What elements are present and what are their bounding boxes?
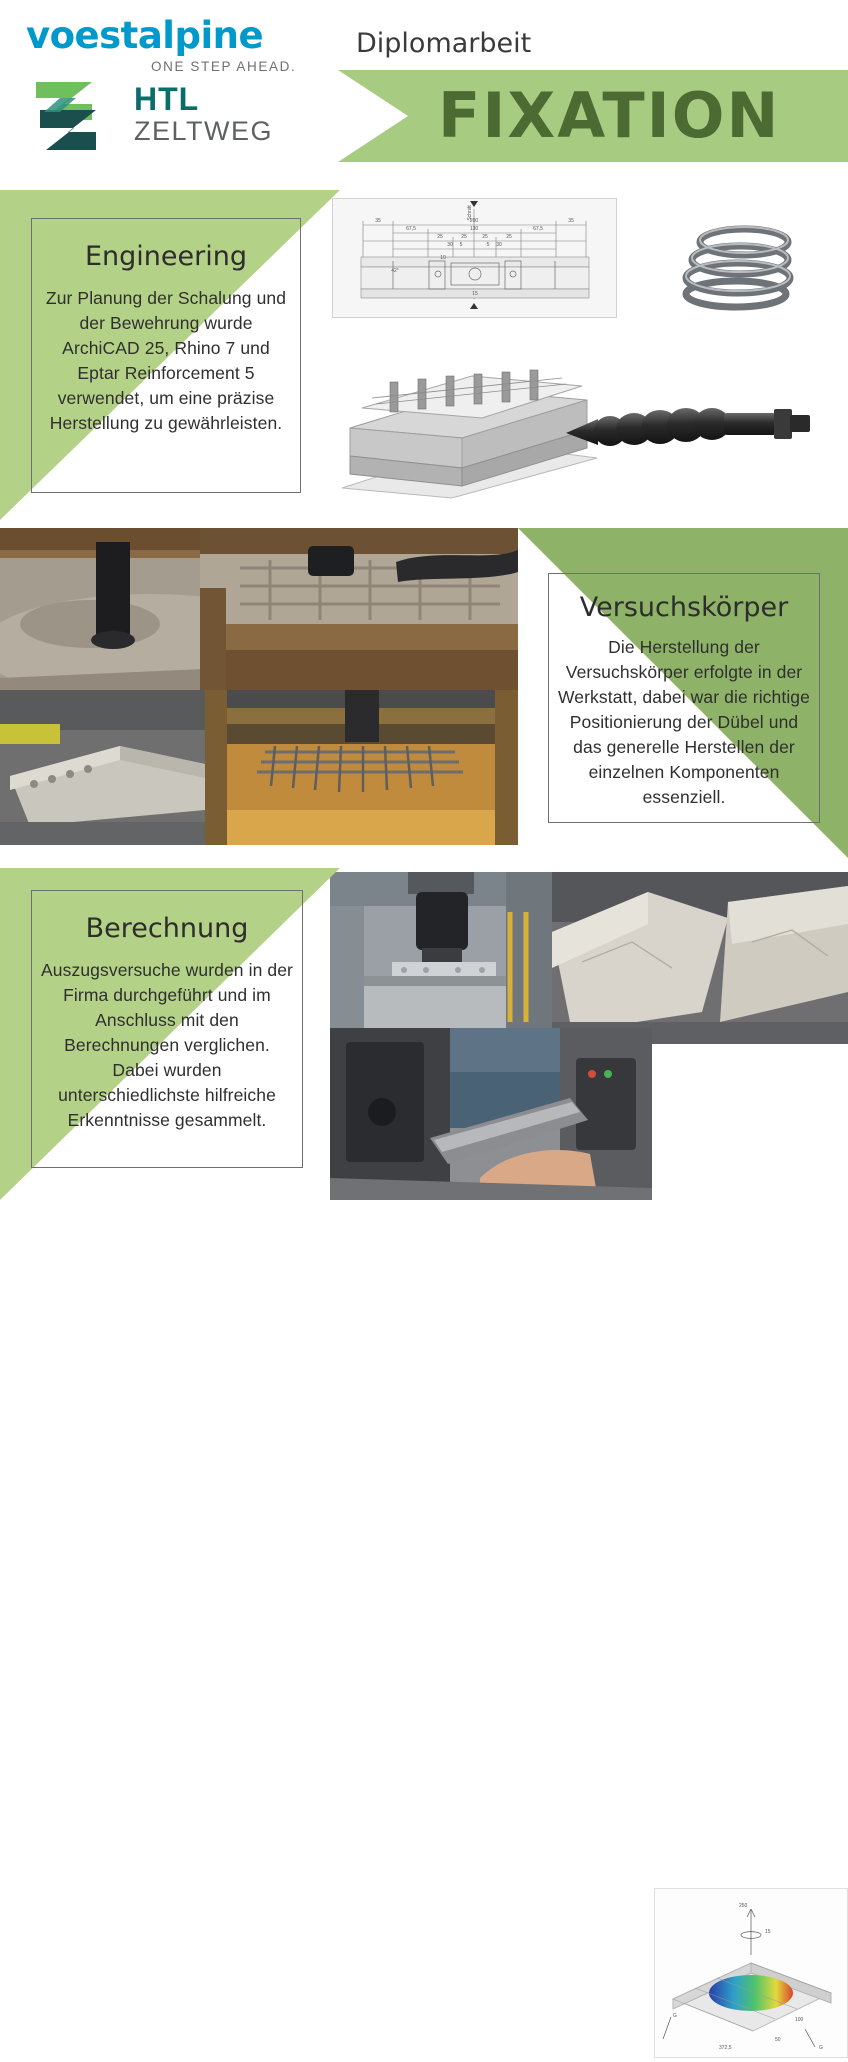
voestalpine-tagline: ONE STEP AHEAD. [151,59,297,74]
svg-text:G: G [819,2045,823,2051]
svg-text:Schnitt: Schnitt [467,205,473,221]
htl-line2: ZELTWEG [134,116,274,146]
engineering-text-box [31,218,301,493]
engineering-body: Zur Planung der Schalung und der Bewehrung wurde ArchiCAD 25, Rhino 7 und Eptar Reinforcement 5 verwendet, um eine präzise Herstellung zu gewährleisten. [45,288,287,433]
svg-text:25: 25 [482,234,488,240]
svg-text:250: 250 [739,1903,748,1909]
svg-text:67,5: 67,5 [406,226,416,232]
anchor-bolt-render [566,393,816,463]
poster-header [0,0,848,178]
htl-wordmark [134,82,273,146]
svg-text:100: 100 [795,2017,804,2023]
htl-z-mark-icon [30,76,116,158]
svg-text:30: 30 [447,242,453,248]
berechnung-body: Auszugsversuche wurden in der Firma durchgeführt und im Anschluss mit den Berechnungen verglichen. Dabei wurden unterschiedlichste hilfreiche Erkenntnisse gesammelt. [41,960,293,1130]
fem-simulation-plot [654,1888,848,2058]
htl-line1: HTL [134,81,200,117]
photo-formwork-rebar-svg [200,528,518,690]
svg-text:25: 25 [437,234,443,240]
voestalpine-wordmark: voestalpine [26,14,264,57]
versuchskoerper-text-box [548,573,820,823]
section-engineering [0,178,848,523]
svg-text:G: G [673,2013,677,2019]
photo-pullout-test-rig-svg [330,872,552,1044]
fem-simulation-svg [655,1889,847,2057]
photo-rebar-cage [205,690,518,845]
photo-concrete-failure-svg [552,872,848,1044]
svg-text:42°: 42° [391,268,399,274]
svg-text:25: 25 [461,234,467,240]
svg-text:50: 50 [775,2037,781,2043]
section-berechnung [0,858,848,2051]
svg-text:130: 130 [469,226,479,232]
section-versuchskoerper [0,523,848,858]
voestalpine-logo [26,16,326,72]
photo-concrete-failure [552,872,848,1044]
photo-formwork-rebar [200,528,518,690]
document-type-label: Diplomarbeit [356,28,532,59]
photo-pullout-test-rig [330,872,552,1044]
berechnung-text-box [31,890,303,1168]
photo-rebar-cage-svg [205,690,518,845]
technical-drawing-figure [332,198,617,318]
svg-text:5: 5 [459,242,463,248]
photo-test-setup-hand-svg [330,1028,652,1200]
svg-text:15: 15 [765,1929,771,1935]
svg-text:30: 30 [496,242,502,248]
svg-text:35: 35 [375,218,381,224]
svg-text:372,5: 372,5 [719,2045,732,2051]
berechnung-heading: Berechnung [85,913,249,944]
htl-zeltweg-logo [30,76,274,158]
poster-title: FIXATION [438,79,781,152]
steel-coil-svg [672,220,812,310]
versuchskoerper-heading: Versuchskörper [579,592,789,623]
anchor-bolt-svg [566,393,816,463]
svg-text:5: 5 [486,242,490,248]
versuchskoerper-body: Die Herstellung der Versuchskörper erfolgte in der Werkstatt, dabei war die richtige Positionierung der Dübel und das generelle Herstellen der einzelnen Komponenten essenziell. [558,637,810,807]
svg-text:67,5: 67,5 [533,226,543,232]
svg-text:15: 15 [472,291,478,297]
svg-text:10: 10 [440,255,446,261]
svg-text:25: 25 [506,234,512,240]
photo-finished-specimens [0,690,205,845]
engineering-heading: Engineering [85,241,247,272]
technical-drawing-svg [333,199,616,317]
svg-text:35: 35 [568,218,574,224]
svg-text:200: 200 [469,218,479,224]
steel-coil-render [672,220,812,310]
photo-test-setup-hand [330,1028,652,1200]
photo-finished-specimens-svg [0,690,205,845]
